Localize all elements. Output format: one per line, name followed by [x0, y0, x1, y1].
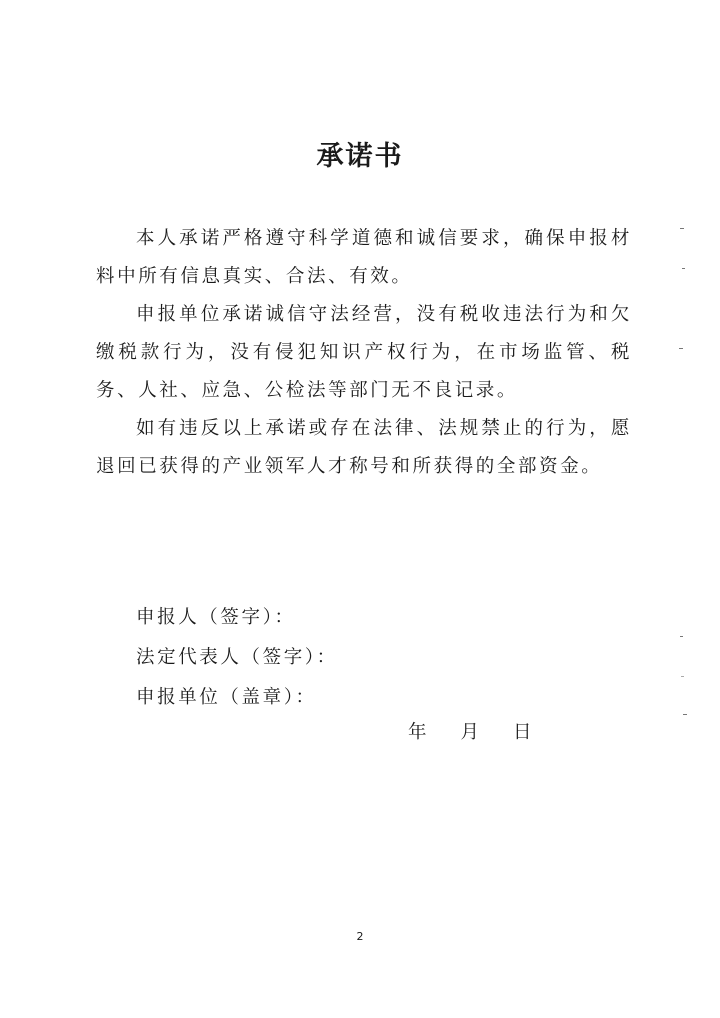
scan-artifact [680, 636, 683, 637]
applicant-unit-seal-line: 申报单位（盖章）： [136, 687, 317, 708]
scan-artifact [682, 268, 685, 269]
date-day-label: 日 [513, 722, 532, 743]
commitment-paragraph-3: 如有违反以上承诺或存在法律、法规禁止的行为，愿退回已获得的产业领军人才称号和所获得的全部资金。 [96, 418, 632, 477]
date-month-label: 月 [460, 722, 480, 743]
scan-artifact [683, 714, 687, 715]
commitment-paragraph-2: 申报单位承诺诚信守法经营，没有税收违法行为和欠缴税款行为，没有侵犯知识产权行为，在市场监管、税务、人社、应急、公检法等部门无不良记录。 [96, 304, 632, 401]
scan-artifact [679, 348, 683, 349]
applicant-signature-line: 申报人（签字）： [136, 607, 296, 628]
scan-artifact [680, 228, 684, 229]
scan-artifact [681, 676, 684, 677]
document-title: 承诺书 [316, 141, 404, 172]
legal-representative-signature-line: 法定代表人（签字）： [136, 647, 338, 668]
date-year-label: 年 [408, 722, 427, 743]
commitment-paragraph-1: 本人承诺严格遵守科学道德和诚信要求，确保申报材料中所有信息真实、合法、有效。 [96, 228, 632, 287]
page-number: 2 [356, 930, 364, 943]
date-line [408, 718, 532, 744]
